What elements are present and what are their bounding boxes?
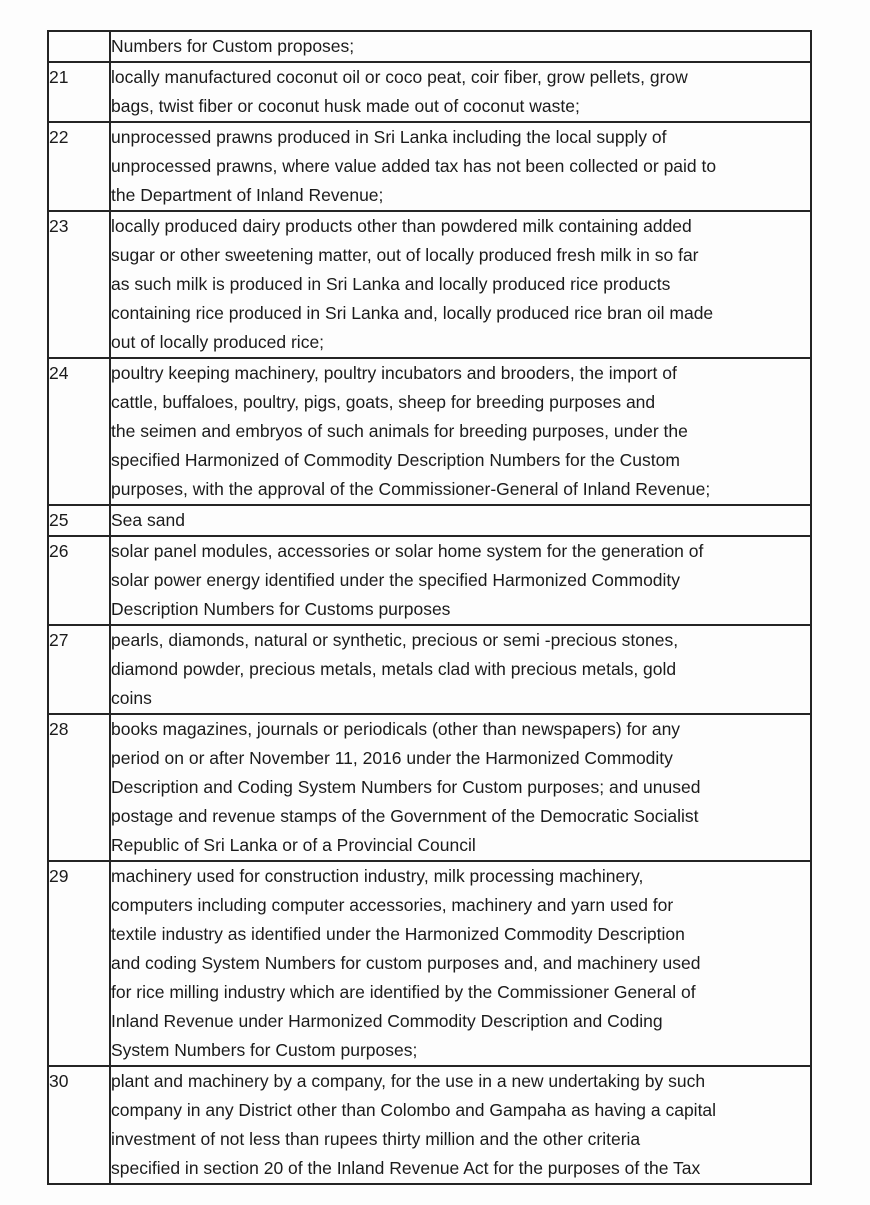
text-line: bags, twist fiber or coconut husk made out of coconut waste; <box>111 96 580 116</box>
table-row <box>48 122 811 211</box>
text-line: books magazines, journals or periodicals (other than newspapers) for any <box>111 719 681 739</box>
text-line: specified Harmonized of Commodity Description Numbers for the Custom <box>111 450 680 470</box>
row-number-cell: 28 <box>48 714 110 861</box>
text-line: the Department of Inland Revenue; <box>111 185 384 205</box>
text-line: the seimen and embryos of such animals for breeding purposes, under the <box>111 421 688 441</box>
text-line: and coding System Numbers for custom purposes and, and machinery used <box>111 953 701 973</box>
text-line: pearls, diamonds, natural or synthetic, precious or semi -precious stones, <box>111 630 679 650</box>
items-table <box>47 30 812 1185</box>
text-line: Inland Revenue under Harmonized Commodity Description and Coding <box>111 1011 663 1031</box>
text-line: Description Numbers for Customs purposes <box>111 599 451 619</box>
row-number-cell: 25 <box>48 505 110 536</box>
row-number-cell: 22 <box>48 122 110 211</box>
text-line: as such milk is produced in Sri Lanka and locally produced rice products <box>111 274 671 294</box>
row-number-cell: 30 <box>48 1066 110 1184</box>
text-line: diamond powder, precious metals, metals clad with precious metals, gold <box>111 659 677 679</box>
table-row <box>48 714 811 861</box>
row-description-cell <box>110 1066 811 1184</box>
row-number-cell: 27 <box>48 625 110 714</box>
row-description-cell <box>110 861 811 1066</box>
items-table-body <box>48 31 811 1184</box>
text-line: unprocessed prawns produced in Sri Lanka including the local supply of <box>111 127 667 147</box>
row-description-cell <box>110 62 811 122</box>
text-line: machinery used for construction industry, milk processing machinery, <box>111 866 644 886</box>
table-row <box>48 358 811 505</box>
text-line: Numbers for Custom proposes; <box>111 36 355 56</box>
text-line: specified in section 20 of the Inland Revenue Act for the purposes of the Tax <box>111 1158 701 1178</box>
text-line: investment of not less than rupees thirty million and the other criteria <box>111 1129 641 1149</box>
text-line: postage and revenue stamps of the Government of the Democratic Socialist <box>111 806 699 826</box>
text-line: locally manufactured coconut oil or coco peat, coir fiber, grow pellets, grow <box>111 67 688 87</box>
row-description-cell <box>110 714 811 861</box>
text-line: unprocessed prawns, where value added tax has not been collected or paid to <box>111 156 717 176</box>
text-line: coins <box>111 688 152 708</box>
row-description-cell <box>110 625 811 714</box>
table-row <box>48 505 811 536</box>
table-row <box>48 62 811 122</box>
table-row <box>48 861 811 1066</box>
text-line: poultry keeping machinery, poultry incubators and brooders, the import of <box>111 363 677 383</box>
row-description-cell <box>110 31 811 62</box>
row-description-cell <box>110 122 811 211</box>
row-description-cell <box>110 505 811 536</box>
text-line: for rice milling industry which are identified by the Commissioner General of <box>111 982 696 1002</box>
table-row <box>48 31 811 62</box>
text-line: locally produced dairy products other than powdered milk containing added <box>111 216 692 236</box>
text-line: company in any District other than Colombo and Gampaha as having a capital <box>111 1100 717 1120</box>
text-line: Republic of Sri Lanka or of a Provincial Council <box>111 835 476 855</box>
text-line: cattle, buffaloes, poultry, pigs, goats, sheep for breeding purposes and <box>111 392 656 412</box>
table-row <box>48 211 811 358</box>
text-line: Description and Coding System Numbers for Custom purposes; and unused <box>111 777 701 797</box>
row-number-cell: 23 <box>48 211 110 358</box>
text-line: System Numbers for Custom purposes; <box>111 1040 418 1060</box>
text-line: containing rice produced in Sri Lanka and, locally produced rice bran oil made <box>111 303 714 323</box>
text-line: computers including computer accessories, machinery and yarn used for <box>111 895 674 915</box>
row-number-cell: 21 <box>48 62 110 122</box>
text-line: purposes, with the approval of the Commissioner-General of Inland Revenue; <box>111 479 711 499</box>
text-line: Sea sand <box>111 510 185 530</box>
text-line: solar power energy identified under the specified Harmonized Commodity <box>111 570 681 590</box>
text-line: out of locally produced rice; <box>111 332 325 352</box>
row-number-cell: 24 <box>48 358 110 505</box>
table-row <box>48 625 811 714</box>
text-line: plant and machinery by a company, for the use in a new undertaking by such <box>111 1071 706 1091</box>
text-line: sugar or other sweetening matter, out of locally produced fresh milk in so far <box>111 245 699 265</box>
row-description-cell <box>110 536 811 625</box>
row-number-cell: 26 <box>48 536 110 625</box>
row-number-cell <box>48 31 110 62</box>
text-line: textile industry as identified under the Harmonized Commodity Description <box>111 924 685 944</box>
table-row <box>48 536 811 625</box>
text-line: solar panel modules, accessories or solar home system for the generation of <box>111 541 704 561</box>
table-row <box>48 1066 811 1184</box>
row-description-cell <box>110 358 811 505</box>
text-line: period on or after November 11, 2016 under the Harmonized Commodity <box>111 748 673 768</box>
row-number-cell: 29 <box>48 861 110 1066</box>
row-description-cell <box>110 211 811 358</box>
